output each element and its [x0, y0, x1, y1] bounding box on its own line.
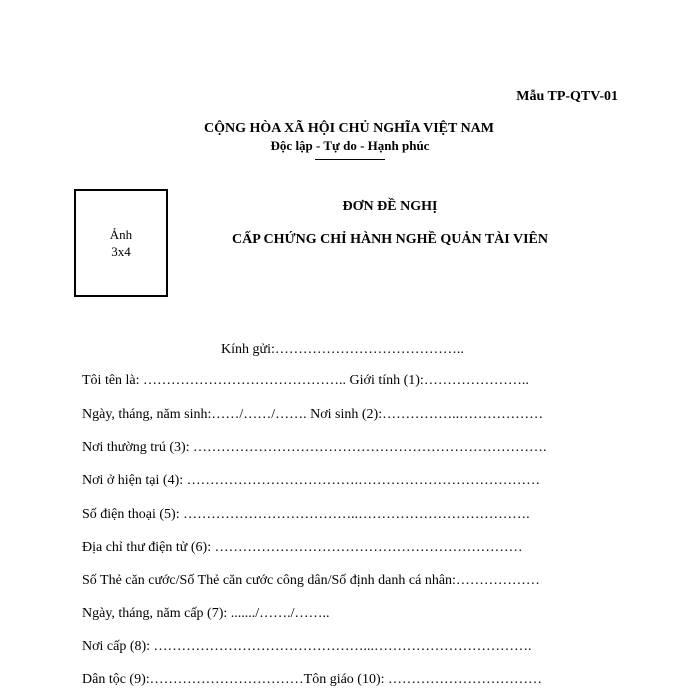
field-phone: Số điện thoại (5): ………………………………..……………………………….	[82, 507, 530, 522]
form-code: Mẫu TP-QTV-01	[516, 89, 618, 104]
field-ethnicity-religion: Dân tộc (9):……………………………Tôn giáo (10): ……………………………	[82, 672, 543, 687]
national-motto: Độc lập - Tự do - Hạnh phúc	[270, 138, 430, 153]
field-full-name: Tôi tên là: …………………………………….. Giới tính (1):…………………..	[82, 373, 529, 388]
photo-size: 3x4	[111, 244, 131, 259]
document-title	[200, 199, 580, 248]
field-birth-date: Ngày, tháng, năm sinh:……/……/……. Nơi sinh (2):……………..………………	[82, 407, 544, 422]
field-email: Địa chỉ thư điện tử (6): …………………………………………………………	[82, 540, 523, 555]
field-issue-date: Ngày, tháng, năm cấp (7): ......./……./……..	[82, 606, 330, 621]
field-id-number: Số Thẻ căn cước/Số Thẻ căn cước công dân/Số định danh cá nhân:………………	[82, 573, 540, 588]
nation-name: CỘNG HÒA XÃ HỘI CHỦ NGHĨA VIỆT NAM	[203, 121, 494, 136]
photo-label: Ảnh	[109, 227, 133, 242]
title-line-2: CẤP CHỨNG CHỈ HÀNH NGHỀ QUẢN TÀI VIÊN	[232, 232, 548, 247]
title-line-1: ĐƠN ĐỀ NGHỊ	[342, 199, 438, 214]
field-permanent-residence: Nơi thường trú (3): ………………………………………………………………….	[82, 440, 547, 455]
photo-box	[74, 189, 168, 297]
field-issue-place: Nơi cấp (8): ………………………………………...…………………………….	[82, 639, 532, 654]
national-header	[0, 121, 700, 160]
field-current-residence: Nơi ở hiện tại (4): ……………………………….…………………………………	[82, 473, 541, 488]
motto-underline	[315, 159, 385, 160]
recipient-line: Kính gửi:…………………………………..	[221, 342, 464, 357]
